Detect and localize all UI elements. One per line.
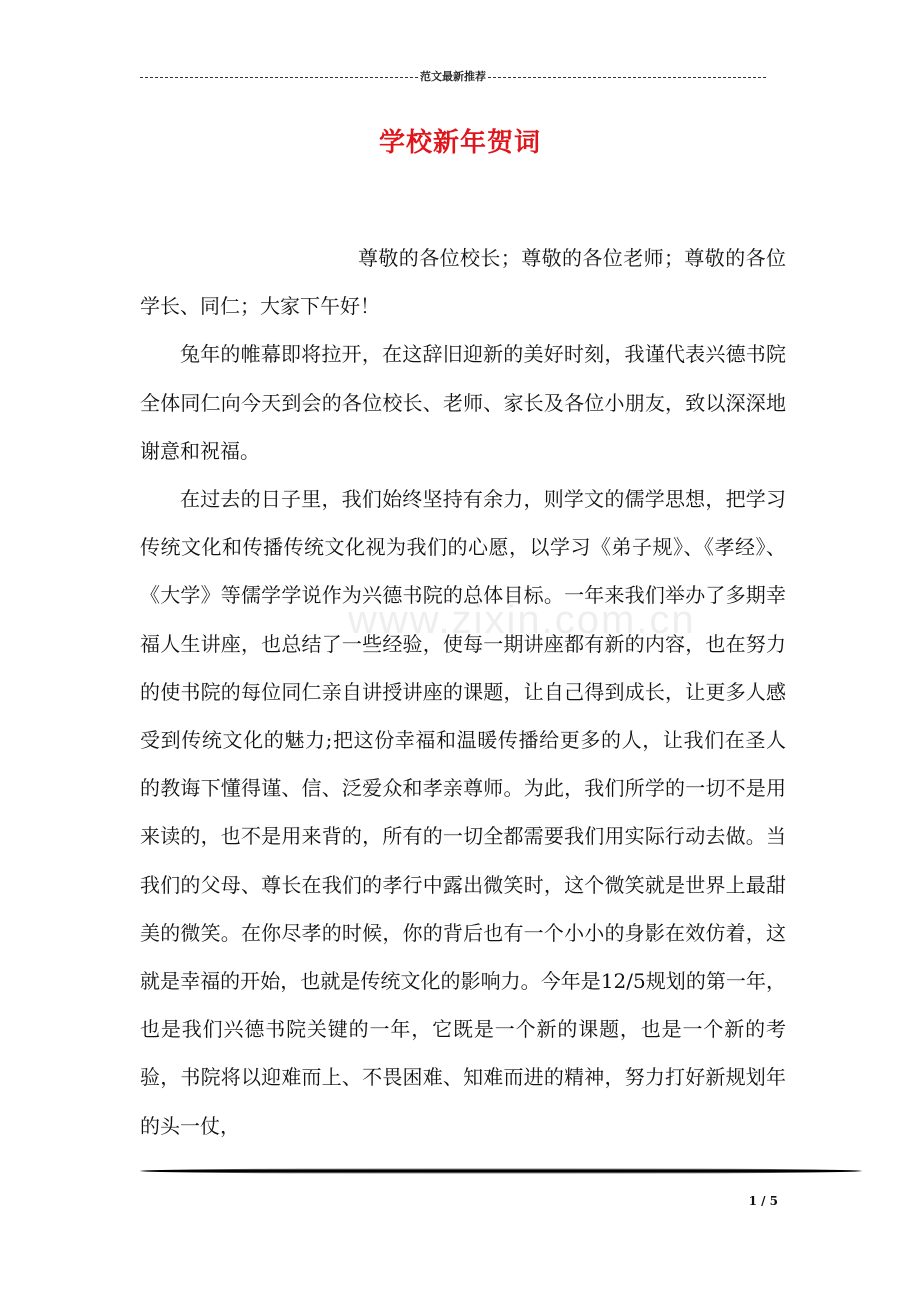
header-label: 范文最新推荐 — [420, 70, 486, 83]
header-dash-left — [140, 77, 418, 78]
salutation-paragraph: 尊敬的各位校长；尊敬的各位老师；尊敬的各位学长、同仁；大家下午好！ — [140, 246, 786, 319]
watermark: www.zixin.com.cn — [348, 598, 696, 642]
header-dash-right — [488, 77, 766, 78]
page-header — [140, 66, 766, 86]
paragraph-1: 兔年的帷幕即将拉开，在这辞旧迎新的美好时刻，我谨代表兴德书院全体同仁向今天到会的各位校长、老师、家长及各位小朋友，致以深深地谢意和祝福。 — [140, 342, 786, 463]
document-body — [140, 234, 786, 1150]
paragraph-2: 在过去的日子里，我们始终坚持有余力，则学文的儒学思想，把学习传统文化和传播传统文化视为我们的心愿，以学习《弟子规》、《孝经》、《大学》等儒学学说作为兴德书院的总体目标。一年来我们举办了多期幸福人生讲座，也总结了一些经验，使每一期讲座都有新的内容，也在努力的使书院的每位同仁亲自讲授讲座的课题，让自己得到成长，让更多人感受到传统文化的魅力;把这份幸福和温暖传播给更多的人，让我们在圣人的教诲下懂得谨、信、泛爱众和孝亲尊师。为此，我们所学的一切不是用来读的，也不是用来背的，所有的一切全都需要我们用实际行动去做。当我们的父母、尊长在我们的孝行中露出微笑时，这个微笑就是世界上最甜美的微笑。在你尽孝的时候，你的背后也有一个小小的身影在效仿着，这就是幸福的开始，也就是传统文化的影响力。今年是12/5规划的第一年，也是我们兴德书院关键的一年，它既是一个新的课题，也是一个新的考验，书院将以迎难而上、不畏困难、知难而进的精神，努力打好新规划年的头一仗， — [140, 487, 786, 1138]
footer-divider — [140, 1168, 862, 1174]
document-title: 学校新年贺词 — [378, 128, 541, 158]
page-number: 1 / 5 — [748, 1194, 778, 1208]
